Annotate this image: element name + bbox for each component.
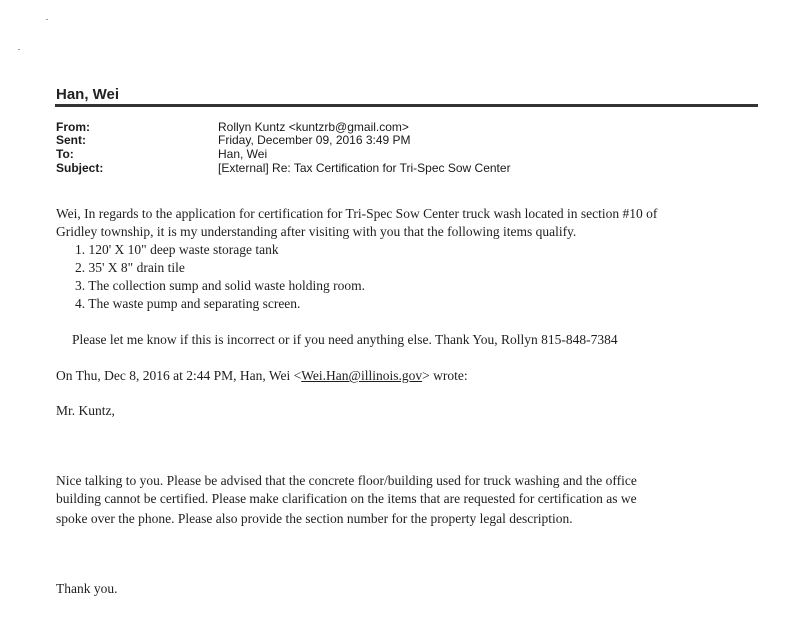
list-item: 4. The waste pump and separating screen. [75,296,301,311]
subject-label: Subject: [56,161,104,175]
scan-speck [18,49,20,50]
quoted-signoff: Thank you. [56,581,118,596]
to-value: Han, Wei [218,147,268,161]
quoted-attribution [56,367,468,384]
from-label: From: [56,120,90,134]
list-item: 3. The collection sump and solid waste holding room. [75,278,365,293]
subject-value: [External] Re: Tax Certification for Tri-Spec Sow Center [218,161,511,175]
sent-label: Sent: [56,133,86,147]
list-item: 1. 120' X 10" deep waste storage tank [75,242,279,257]
header-divider [55,104,758,107]
attribution-prefix: On Thu, Dec 8, 2016 at 2:44 PM, Han, Wei < [56,368,302,383]
sent-value: Friday, December 09, 2016 3:49 PM [218,133,411,147]
message-intro-line-2: Gridley township, it is my understanding after visiting with you that the following items qualify. [56,224,577,239]
to-label: To: [56,147,74,161]
scan-speck [46,19,48,20]
mailbox-owner-name: Han, Wei [56,86,120,103]
from-value: Rollyn Kuntz <kuntzrb@gmail.com> [218,120,409,134]
quoted-paragraph-line-2: building cannot be certified. Please make clarification on the items that are requested for certification as we [56,491,637,506]
sender-email-link[interactable]: Wei.Han@illinois.gov [301,368,423,383]
message-intro-line-1: Wei, In regards to the application for certification for Tri-Spec Sow Center truck wash located in section #10 of [56,206,658,221]
attribution-suffix: > wrote: [422,368,468,383]
quoted-paragraph-line-1: Nice talking to you. Please be advised that the concrete floor/building used for truck washing and the office [56,473,637,488]
message-closing: Please let me know if this is incorrect or if you need anything else. Thank You, Rollyn 815-848-7384 [72,332,618,347]
quoted-paragraph-line-3: spoke over the phone. Please also provide the section number for the property legal description. [56,511,573,526]
quoted-salutation: Mr. Kuntz, [56,403,115,418]
list-item: 2. 35' X 8" drain tile [75,260,185,275]
